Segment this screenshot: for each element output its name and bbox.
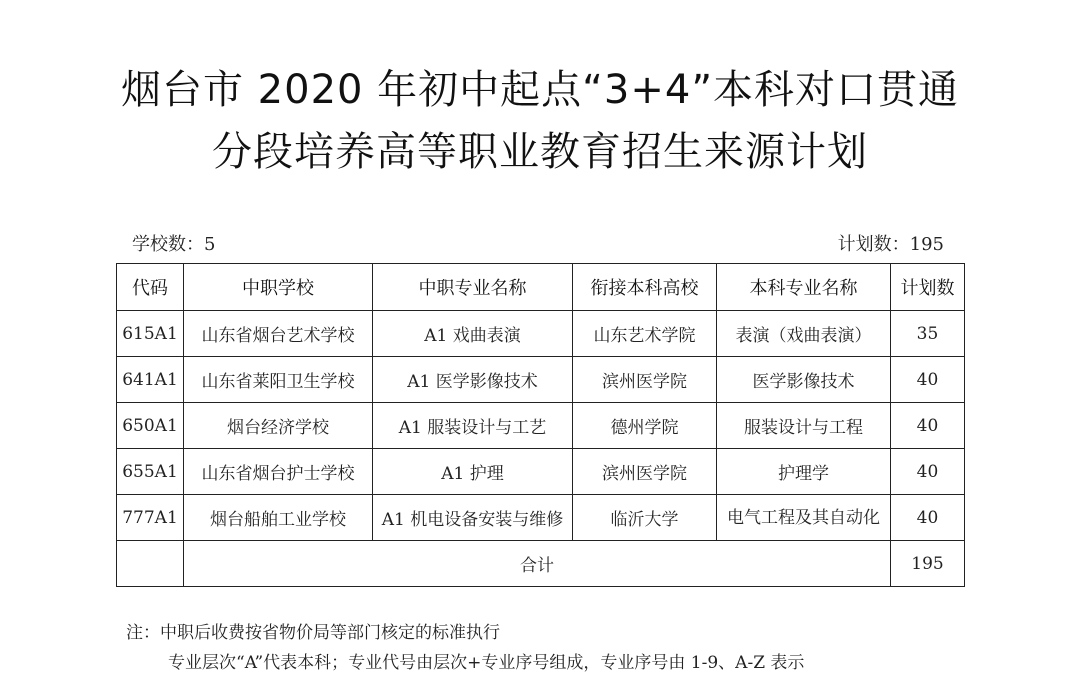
cell-university: 德州学院: [573, 403, 717, 449]
note-line-1: 注：中职后收费按省物价局等部门核定的标准执行: [126, 623, 500, 643]
cell-vocational-major: A1 护理: [373, 449, 573, 495]
cell-university: 滨州医学院: [573, 357, 717, 403]
cell-plan-count: 35: [891, 311, 965, 357]
cell-vocational-major: A1 服装设计与工艺: [373, 403, 573, 449]
header-undergraduate-major: 本科专业名称: [717, 264, 891, 311]
cell-university: 滨州医学院: [573, 449, 717, 495]
cell-undergraduate-major: 电气工程及其自动化: [717, 495, 891, 541]
header-code: 代码: [117, 264, 184, 311]
cell-vocational-school: 山东省莱阳卫生学校: [184, 357, 373, 403]
cell-vocational-school: 山东省烟台艺术学校: [184, 311, 373, 357]
notes: [126, 618, 804, 678]
table-total-row: [117, 541, 965, 587]
cell-university: 山东艺术学院: [573, 311, 717, 357]
header-university: 衔接本科高校: [573, 264, 717, 311]
cell-vocational-school: 山东省烟台护士学校: [184, 449, 373, 495]
plan-count: 计划数：195: [837, 234, 944, 255]
school-count: 学校数：5: [132, 234, 216, 255]
header-vocational-major: 中职专业名称: [373, 264, 573, 311]
table-row: [117, 357, 965, 403]
cell-plan-count: 40: [891, 357, 965, 403]
table-row: [117, 449, 965, 495]
cell-undergraduate-major: 表演（戏曲表演）: [717, 311, 891, 357]
cell-undergraduate-major: 护理学: [717, 449, 891, 495]
cell-undergraduate-major: 医学影像技术: [717, 357, 891, 403]
cell-undergraduate-major: 服装设计与工程: [717, 403, 891, 449]
table-header-row: [117, 264, 965, 311]
document-title-line-1: 烟台市 2020 年初中起点“3+4”本科对口贯通: [120, 67, 960, 113]
cell-code: 650A1: [117, 403, 184, 449]
total-empty-cell: [117, 541, 184, 587]
cell-plan-count: 40: [891, 449, 965, 495]
header-plan-count: 计划数: [891, 264, 965, 311]
table-row: [117, 311, 965, 357]
cell-code: 615A1: [117, 311, 184, 357]
cell-plan-count: 40: [891, 495, 965, 541]
cell-code: 641A1: [117, 357, 184, 403]
document-title-line-2: 分段培养高等职业教育招生来源计划: [212, 129, 868, 175]
cell-vocational-major: A1 医学影像技术: [373, 357, 573, 403]
cell-vocational-major: A1 机电设备安装与维修: [373, 495, 573, 541]
note-line-2: 专业层次“A”代表本科；专业代号由层次+专业序号组成，专业序号由 1-9、A-Z 表示: [168, 653, 805, 673]
table-row: [117, 403, 965, 449]
enrollment-plan-table: [116, 263, 965, 587]
cell-code: 655A1: [117, 449, 184, 495]
cell-code: 777A1: [117, 495, 184, 541]
header-vocational-school: 中职学校: [184, 264, 373, 311]
total-value: 195: [891, 541, 965, 587]
cell-vocational-school: 烟台经济学校: [184, 403, 373, 449]
cell-vocational-major: A1 戏曲表演: [373, 311, 573, 357]
table-row: [117, 495, 965, 541]
cell-university: 临沂大学: [573, 495, 717, 541]
cell-vocational-school: 烟台船舶工业学校: [184, 495, 373, 541]
cell-plan-count: 40: [891, 403, 965, 449]
total-label: 合计: [184, 541, 891, 587]
